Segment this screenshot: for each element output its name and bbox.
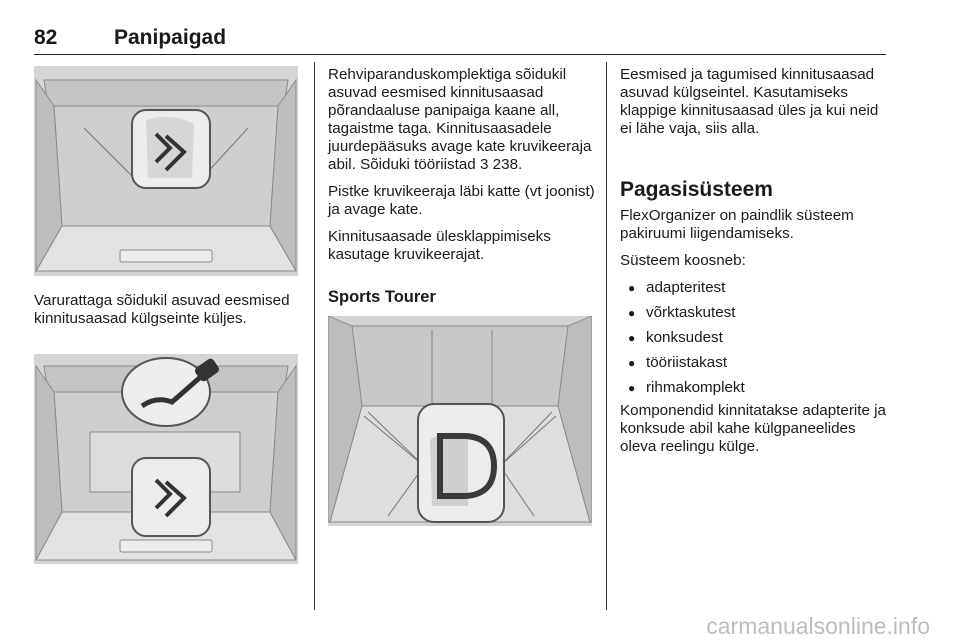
components-attach-paragraph: Komponendid kinnitatakse adapterite ja konksude abil kahe külgpaneelides oleva reelingu külge. — [620, 402, 886, 455]
repair-kit-text: Rehviparanduskomplektiga sõidukil asuvad eesmised kinnitusaasad põrandaaluse panipaiga kaane all, tagaistme taga. Kinnitusaasadele juurdepääsuks avage kate kruvikeeraja abil. Sõiduki tööriistad — [328, 66, 592, 173]
sports-tourer-heading: Sports Tourer — [328, 288, 436, 306]
trunk-screwdriver-figure — [34, 354, 298, 564]
sports-tourer-trunk-figure — [328, 316, 592, 526]
column-divider-left — [314, 62, 315, 610]
trunk-lashing-eye-figure — [34, 66, 298, 276]
col2-text — [328, 66, 598, 273]
spare-wheel-paragraph: Varurattaga sõidukil asuvad eesmised kinnitusaasad külgseinte küljes. — [34, 292, 290, 327]
column-divider-right — [606, 62, 607, 610]
col3-text-bottom — [620, 207, 894, 465]
list-item: ● rihmakomplekt — [620, 379, 894, 397]
screwdriver-paragraph: Pistke kruvikeeraja läbi katte (vt joonist) ja avage kate. — [328, 183, 595, 218]
list-item: ● võrktaskutest — [620, 304, 894, 322]
repair-kit-paragraph — [328, 66, 598, 174]
watermark: carmanualsonline.info — [706, 613, 930, 639]
pagasisusteem-heading: Pagasisüsteem — [620, 178, 773, 201]
list-item: ● konksudest — [620, 329, 894, 347]
fold-up-paragraph: Kinnitusaasade ülesklappimiseks kasutage kruvikeerajat. — [328, 228, 551, 263]
lashing-eyes-paragraph: Eesmised ja tagumised kinnitusaasad asuvad külgseintel. Kasutamiseks klappige kinnitusaasad üles ja kui neid ei lähe vaja, siis alla. — [620, 66, 879, 137]
col1-text — [34, 292, 300, 337]
reference-arrow-icon: 3 — [479, 156, 489, 173]
list-item: ● adapteritest — [620, 279, 894, 297]
reference-page: 238. — [492, 156, 523, 173]
flexorganizer-paragraph: FlexOrganizer on paindlik süsteem pakiruumi liigendamiseks. — [620, 207, 854, 242]
page-header — [34, 22, 886, 55]
col3-text-top — [620, 66, 890, 147]
page-number: 82 — [34, 26, 58, 49]
components-list — [620, 279, 894, 397]
system-consists-paragraph: Süsteem koosneb: — [620, 252, 746, 269]
list-item: ● tööriistakast — [620, 354, 894, 372]
page-title: Panipaigad — [114, 26, 227, 49]
